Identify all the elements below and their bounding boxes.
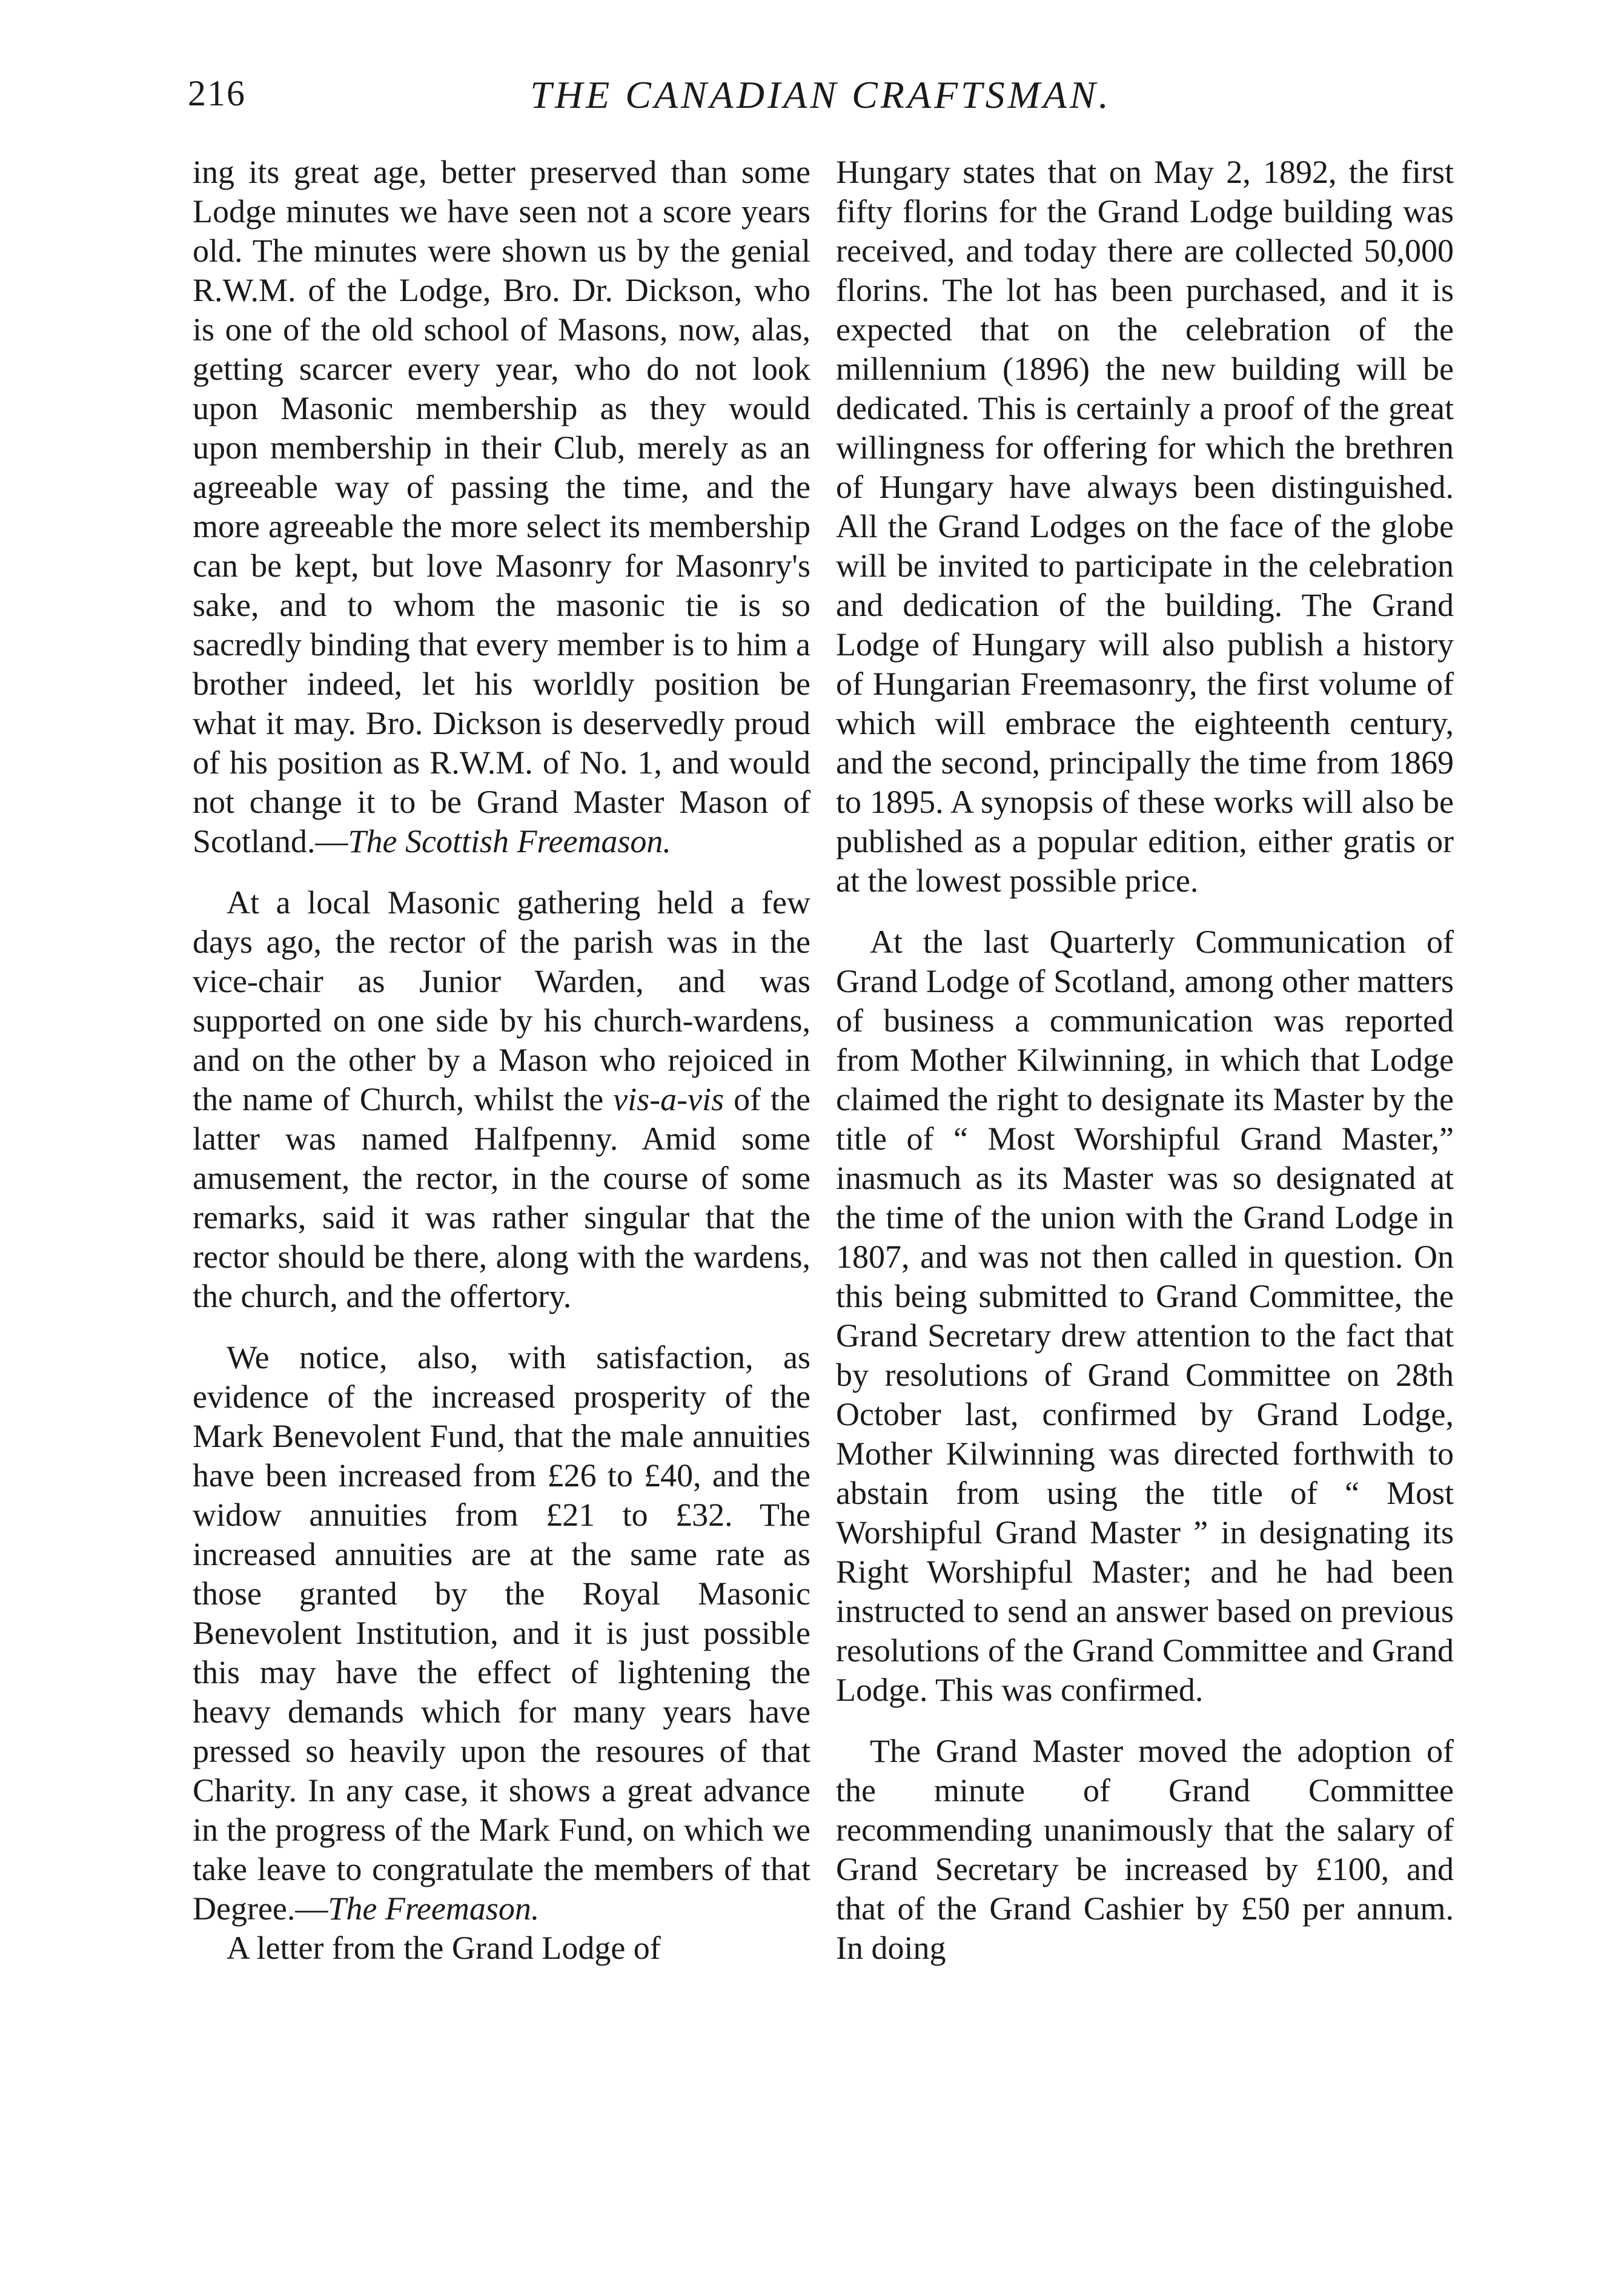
source-citation: The Freemason.	[328, 1890, 540, 1927]
paragraph-gap	[836, 1710, 1454, 1732]
paragraph-text: A letter from the Grand Lodge of	[227, 1930, 661, 1966]
paragraph-text: At a local Masonic gathering held a few days ago, the rector of the parish was in the vice-chair as Junior Warden, and was supported on one side by his church-wardens, and on the other by a Mason who rejoiced in the name of Church, whilst the	[193, 884, 810, 1117]
paragraph-text: of the latter was named Halfpenny. Amid some amusement, the rector, in the course of some remarks, said it was rather singular that the rector should be there, along with the wardens, the church, and the offertory.	[193, 1081, 810, 1314]
paragraph-text: At the last Quarterly Communication of Grand Lodge of Scotland, among other matters of business a communication was reported from Mother Kilwinning, in which that Lodge claimed the right to designate its Master by the title of “ Most Worshipful Grand Master,” inasmuch as its Master was so designated at the time of the union with the Grand Lodge in 1807, and was not then called in question. On this being submitted to Grand Committee, the Grand Secretary drew attention to the fact that by resolutions of Grand Committee on 28th October last, confirmed by Grand Lodge, Mother Kilwinning was directed forthwith to abstain from using the title of “ Most Worshipful Grand Master ” in designating its Right Worshipful Master; and he had been instructed to send an answer based on previous resolutions of the Grand Committee and Grand Lodge. This was confirmed.	[836, 924, 1454, 1708]
running-title: THE CANADIAN CRAFTSMAN.	[530, 73, 1112, 116]
paragraph-gap	[193, 861, 810, 883]
paragraph-text: Hungary states that on May 2, 1892, the first fifty florins for the Grand Lodge building was received, and today there are collected 50,000 florins. The lot has been purchased, and it is expected that on the celebration of the millennium (1896) the new building will be dedicated. This is certainly a proof of the great willingness for offering for which the brethren of Hungary have always been distinguished. All the Grand Lodges on the face of the globe will be invited to participate in the celebration and dedication of the building. The Grand Lodge of Hungary will also publish a history of Hungarian Freemasonry, the first volume of which will embrace the eighteenth century, and the second, principally the time from 1869 to 1895. A synopsis of these works will also be published as a popular edition, either gratis or at the lowest possible price.	[836, 154, 1454, 899]
right-paragraph-grand-master	[836, 1732, 1454, 1968]
continued-text: ing its great age, better preserved than some Lodge minutes we have seen not a score years old. The minutes were shown us by the genial R.W.M. of the Lodge, Bro. Dr. Dickson, who is one of the old school of Masons, now, alas, getting scarcer every year, who do not look upon Masonic membership as they would upon membership in their Club, merely as an agreeable way of passing the time, and the more agreeable the more select its membership can be kept, but love Masonry for Masonry's sake, and to whom the masonic tie is so sacredly binding that every member is to him a brother indeed, let his worldly position be what it may. Bro. Dickson is deservedly proud of his position as R.W.M. of No. 1, and would not change it to be Grand Master Mason of Scotland.—	[193, 154, 810, 859]
running-header	[188, 73, 1454, 121]
right-paragraph-hungary	[836, 153, 1454, 901]
right-column	[836, 153, 1454, 1968]
left-paragraph-continued	[193, 153, 810, 861]
page-number: 216	[188, 73, 246, 113]
italic-term: vis-a-vis	[613, 1081, 724, 1117]
paragraph-gap	[193, 1316, 810, 1338]
paragraph-text: The Grand Master moved the adoption of the minute of Grand Committee recommending unanimously that the salary of Grand Secretary be increased by £100, and that of the Grand Cashier by £50 per annum. In doing	[836, 1733, 1454, 1966]
left-paragraph-mark-fund	[193, 1338, 810, 1929]
paragraph-gap	[836, 901, 1454, 922]
left-paragraph-masonic-gathering	[193, 883, 810, 1316]
right-paragraph-quarterly-communication	[836, 922, 1454, 1710]
left-column	[193, 153, 810, 1968]
paragraph-text: We notice, also, with satisfaction, as evidence of the increased prosperity of the Mark Benevolent Fund, that the male annuities have been increased from £26 to £40, and the widow annuities from £21 to £32. The increased annuities are at the same rate as those granted by the Royal Masonic Benevolent Institution, and it is just possible this may have the effect of lightening the heavy demands which for many years have pressed so heavily upon the resoures of that Charity. In any case, it shows a great advance in the progress of the Mark Fund, on which we take leave to congratulate the members of that Degree.—	[193, 1339, 810, 1927]
left-paragraph-letter	[193, 1929, 810, 1968]
source-citation: The Scottish Freemason.	[348, 823, 671, 859]
